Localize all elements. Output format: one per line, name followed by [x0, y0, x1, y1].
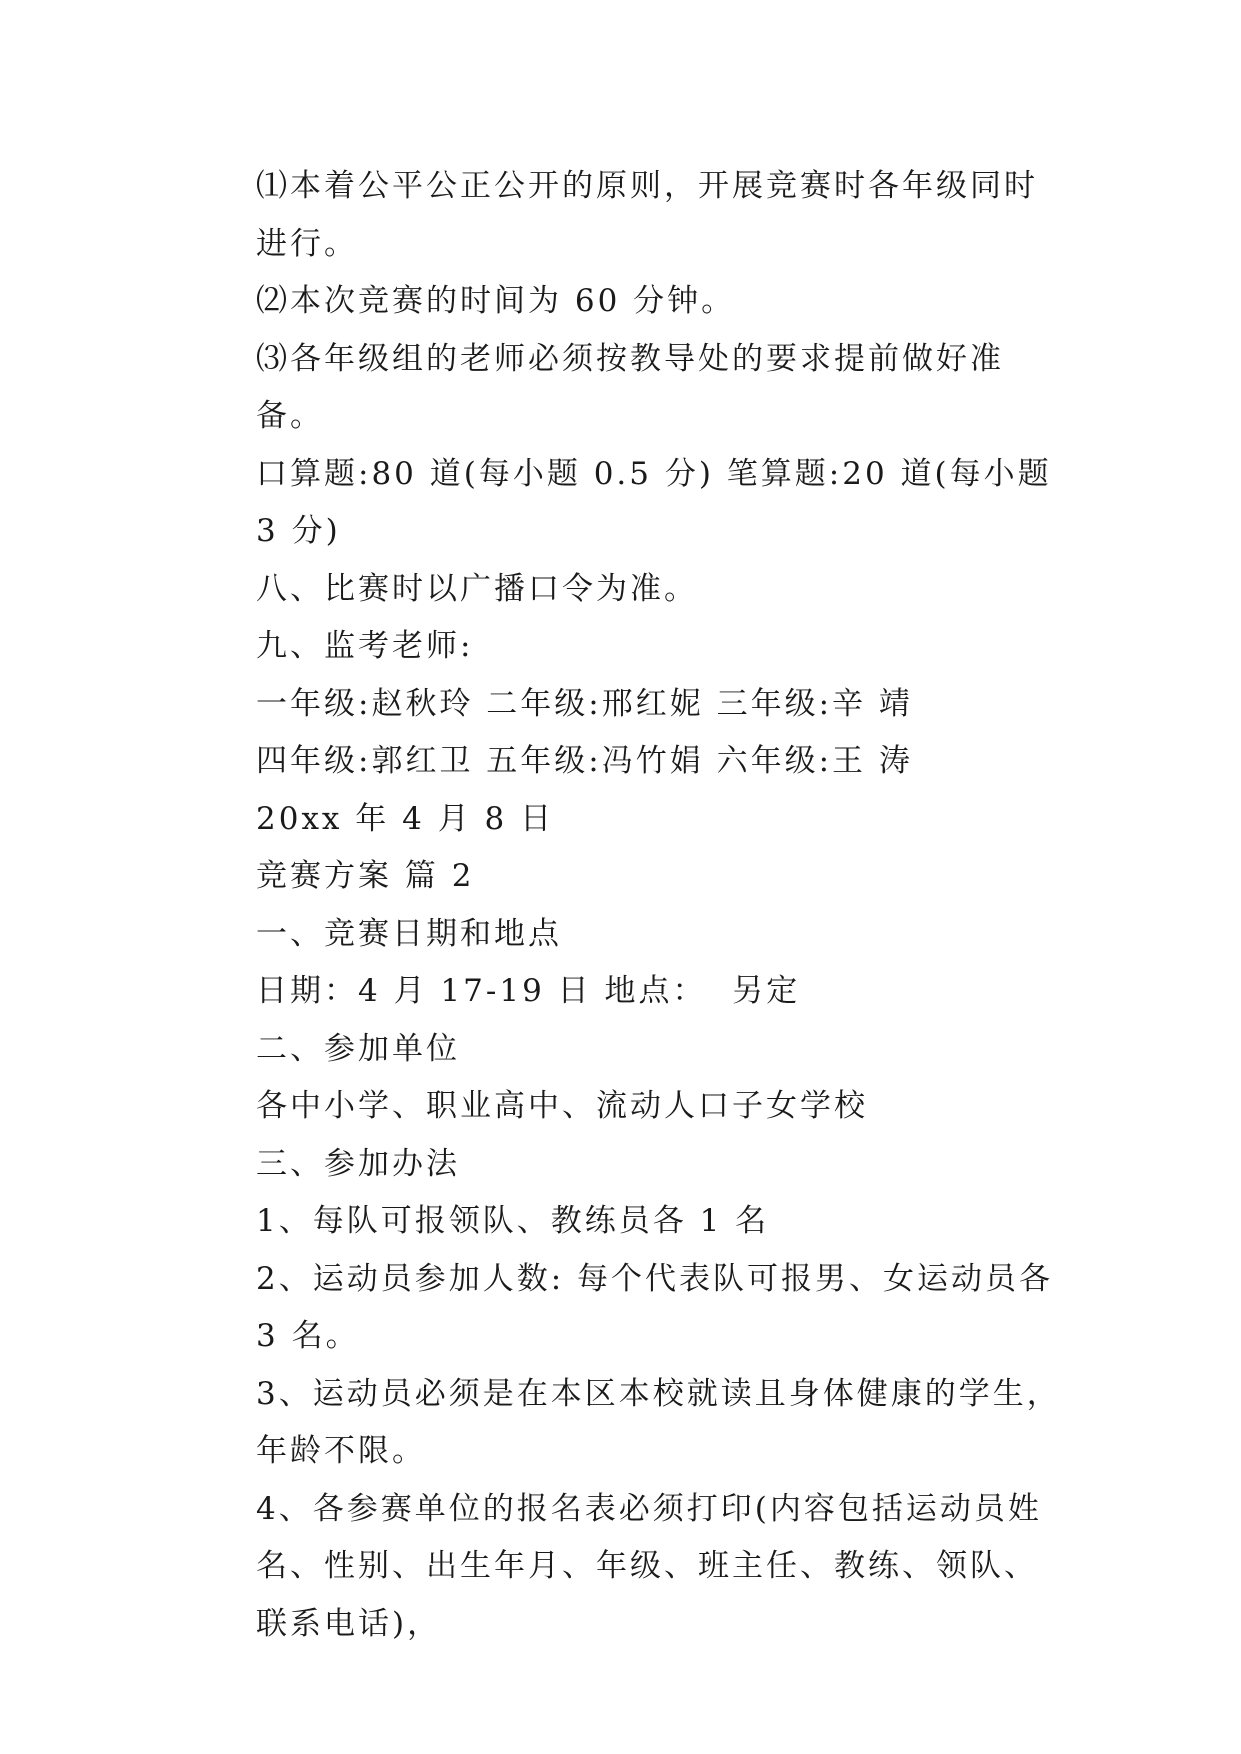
paragraph-proctors-1: 一年级:赵秋玲 二年级:邢红妮 三年级:辛 靖: [256, 685, 913, 722]
paragraph-units: 各中小学、职业高中、流动人口子女学校: [256, 1088, 868, 1124]
paragraph-section-9: 九、监考老师:: [256, 628, 474, 664]
paragraph-method-2: 2、运动员参加人数: 每个代表队可报男、女运动员各 3 名。: [256, 1260, 1066, 1354]
paragraph-date-location: 日期：4 月 17-19 日 地点： 另定: [256, 973, 801, 1009]
paragraph-method-1: 1、每队可报领队、教练员各 1 名: [256, 1203, 770, 1239]
paragraph-rule-3: ⑶各年级组的老师必须按教导处的要求提前做好准备。: [256, 340, 1004, 434]
paragraph-date: 20xx 年 4 月 8 日: [256, 800, 555, 837]
paragraph-method-4: 4、各参赛单位的报名表必须打印(内容包括运动员姓名、性别、出生年月、年级、班主任、教练、领队、联系电话)，: [256, 1490, 1042, 1642]
paragraph-section-1: 一、竞赛日期和地点: [256, 915, 562, 952]
paragraph-rule-2: ⑵本次竞赛的时间为 60 分钟。: [256, 283, 736, 319]
paragraph-question-counts: 口算题:80 道(每小题 0.5 分) 笔算题:20 道(每小题 3 分): [256, 455, 1065, 549]
paragraph-plan-2-heading: 竞赛方案 篇 2: [256, 858, 475, 894]
paragraph-section-8: 八、比赛时以广播口令为准。: [256, 570, 698, 607]
paragraph-section-3: 三、参加办法: [256, 1145, 460, 1182]
paragraph-proctors-2: 四年级:郭红卫 五年级:冯竹娟 六年级:王 涛: [256, 743, 913, 779]
paragraph-method-3: 3、运动员必须是在本区本校就读且身体健康的学生，年龄不限。: [256, 1375, 1061, 1469]
paragraph-rule-1: ⑴本着公平公正公开的原则，开展竞赛时各年级同时进行。: [256, 168, 1038, 262]
document-body: [190, 158, 1070, 1653]
paragraph-section-2: 二、参加单位: [256, 1030, 460, 1067]
